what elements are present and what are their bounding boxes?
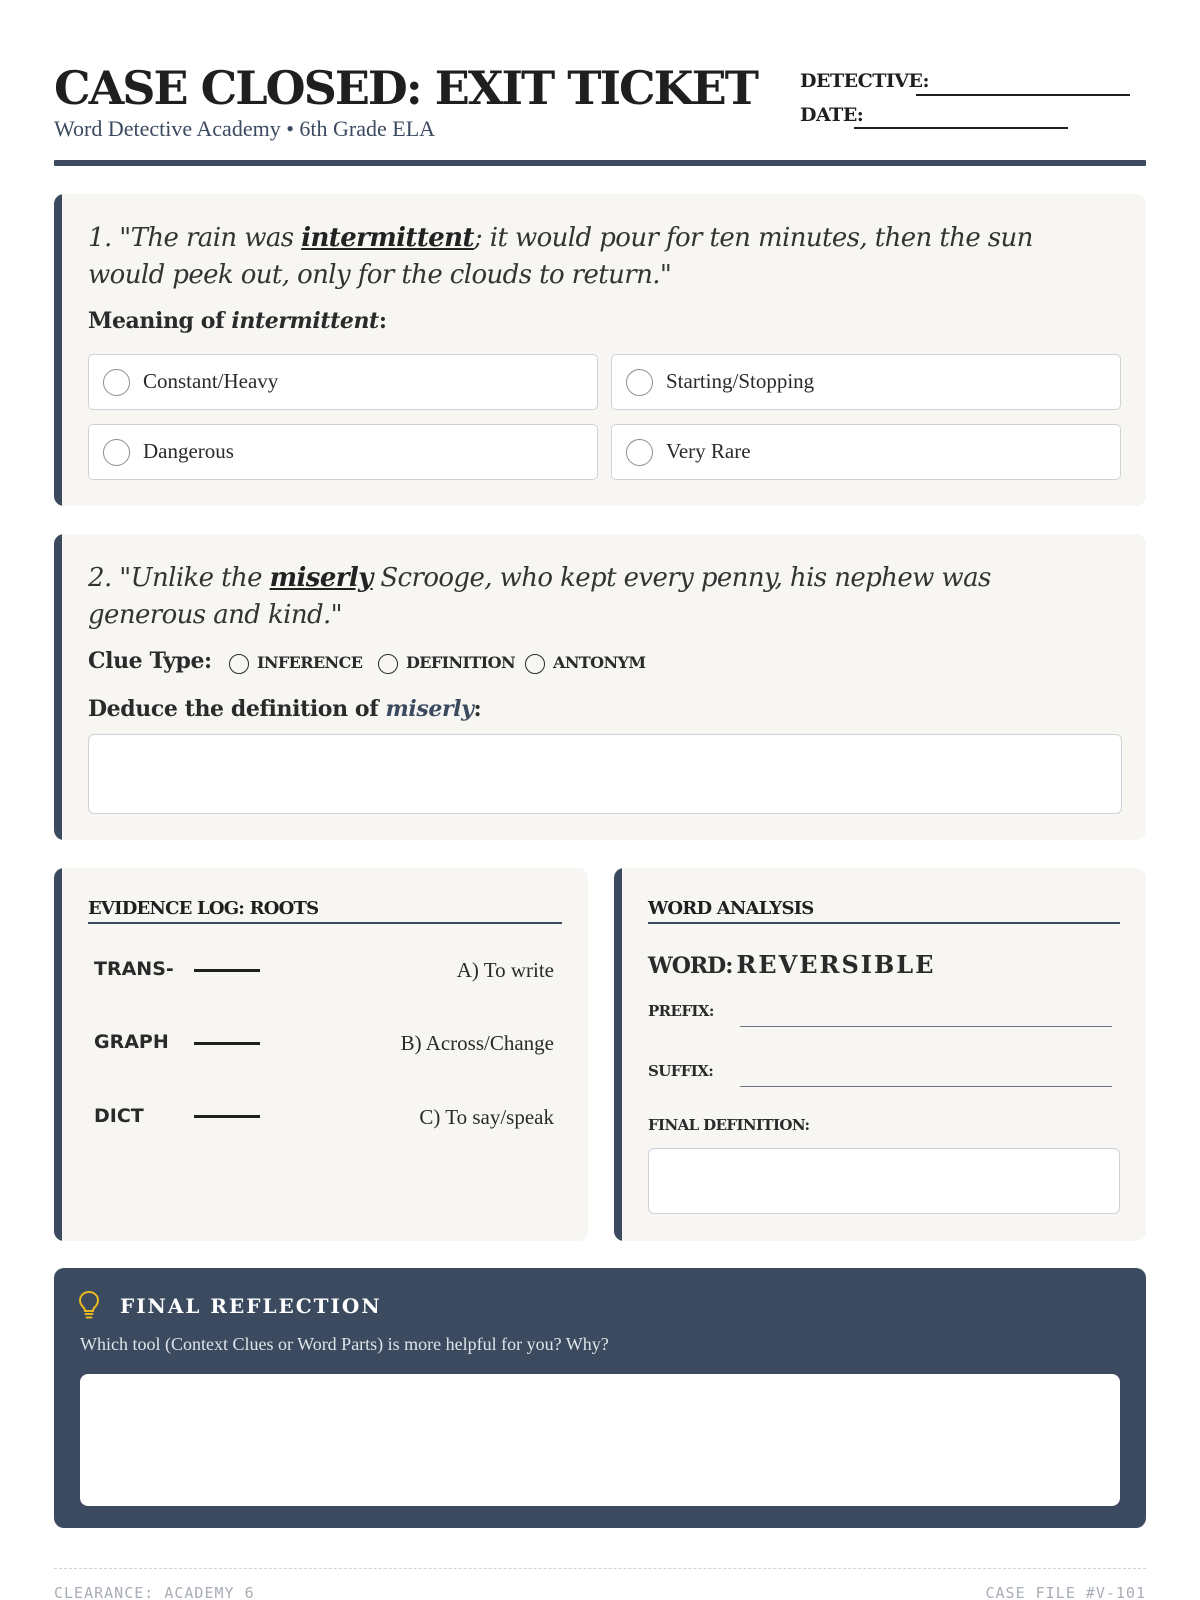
evidence-log-heading: EVIDENCE LOG: ROOTS — [88, 898, 319, 919]
question-1-number: 1. — [88, 223, 112, 253]
root-dict: DICT — [94, 1105, 144, 1127]
option-label: Constant/Heavy — [143, 369, 279, 393]
radio-circle[interactable] — [103, 369, 130, 396]
header-divider — [54, 160, 1146, 166]
question-2-card — [54, 534, 1146, 840]
prompt-prefix: Deduce the definition of — [88, 696, 386, 722]
meaning-say-speak: C) To say/speak — [419, 1105, 554, 1129]
question-1-prompt — [88, 308, 387, 334]
detective-name-field[interactable] — [916, 94, 1130, 96]
question-2-quote-close: Scrooge, who kept every penny, his nephew was generous and kind." — [88, 563, 991, 630]
date-label: DATE: — [800, 104, 864, 126]
analysis-word — [648, 950, 935, 979]
radio-circle[interactable] — [626, 369, 653, 396]
question-2-quote-open: "Unlike the — [119, 563, 270, 593]
option-very-rare[interactable] — [611, 424, 1121, 480]
root-trans: TRANS- — [94, 958, 174, 980]
option-starting-stopping[interactable] — [611, 354, 1121, 410]
option-label: Very Rare — [666, 439, 751, 463]
question-1-text — [88, 220, 1098, 294]
prompt-suffix: : — [473, 696, 482, 722]
question-1-quote-open: "The rain was — [119, 223, 302, 253]
reflection-answer-input[interactable] — [80, 1374, 1120, 1506]
option-label: Dangerous — [143, 439, 234, 463]
question-2-prompt — [88, 696, 481, 722]
option-label: Starting/Stopping — [666, 369, 815, 393]
prefix-field[interactable] — [740, 1026, 1112, 1027]
worksheet-header — [54, 56, 1146, 168]
reflection-prompt: Which tool (Context Clues or Word Parts) is more helpful for you? Why? — [80, 1334, 609, 1354]
question-1-target-word: intermittent — [301, 223, 474, 253]
word-analysis-rule — [648, 922, 1120, 924]
footer-divider — [54, 1568, 1146, 1569]
meaning-across-change: B) Across/Change — [400, 1031, 554, 1055]
prompt-word: intermittent — [231, 308, 379, 334]
final-reflection-panel — [54, 1268, 1146, 1528]
clue-radio-inference[interactable] — [229, 654, 249, 674]
word-value: REVERSIBLE — [736, 950, 936, 979]
evidence-log-card — [54, 868, 588, 1241]
match-line-2[interactable] — [194, 1042, 260, 1045]
suffix-field[interactable] — [740, 1086, 1112, 1087]
question-2-text — [88, 560, 1098, 634]
clue-label-antonym: ANTONYM — [553, 653, 646, 672]
clue-label-definition: DEFINITION — [406, 653, 515, 672]
prompt-suffix: : — [378, 308, 387, 334]
option-dangerous[interactable] — [88, 424, 598, 480]
evidence-log-rule — [88, 922, 562, 924]
prefix-label: PREFIX: — [648, 1002, 714, 1020]
match-line-1[interactable] — [194, 969, 260, 972]
date-field[interactable] — [854, 127, 1068, 129]
question-1-quote-close: ; it would pour for ten minutes, then the sun would peek out, only for the clouds to return." — [88, 223, 1033, 290]
suffix-label: SUFFIX: — [648, 1062, 714, 1080]
footer-clearance: CLEARANCE: ACADEMY 6 — [54, 1584, 255, 1600]
word-analysis-heading: WORD ANALYSIS — [648, 898, 814, 919]
lightbulb-icon — [78, 1290, 100, 1320]
question-2-target-word: miserly — [269, 563, 373, 593]
root-graph: GRAPH — [94, 1031, 169, 1053]
final-definition-input[interactable] — [648, 1148, 1120, 1214]
meaning-write: A) To write — [456, 958, 554, 982]
clue-radio-definition[interactable] — [378, 654, 398, 674]
miserly-definition-input[interactable] — [88, 734, 1122, 814]
word-label: WORD: — [648, 953, 733, 979]
option-constant-heavy[interactable] — [88, 354, 598, 410]
radio-circle[interactable] — [626, 439, 653, 466]
page-subtitle: Word Detective Academy • 6th Grade ELA — [54, 116, 436, 141]
clue-label-inference: INFERENCE — [257, 653, 363, 672]
footer-case-file: CASE FILE #V-101 — [985, 1584, 1146, 1600]
page-title: CASE CLOSED: EXIT TICKET — [54, 61, 757, 115]
radio-circle[interactable] — [103, 439, 130, 466]
prompt-prefix: Meaning of — [88, 308, 232, 334]
match-line-3[interactable] — [194, 1115, 260, 1118]
reflection-title: FINAL REFLECTION — [120, 1294, 382, 1318]
word-analysis-card — [614, 868, 1146, 1241]
clue-type-group — [229, 651, 689, 679]
detective-label: DETECTIVE: — [800, 70, 929, 92]
final-definition-label: FINAL DEFINITION: — [648, 1116, 810, 1134]
clue-type-label: Clue Type: — [88, 648, 212, 674]
question-2-number: 2. — [88, 563, 112, 593]
clue-radio-antonym[interactable] — [525, 654, 545, 674]
question-1-card — [54, 194, 1146, 506]
prompt-word: miserly — [385, 696, 474, 722]
